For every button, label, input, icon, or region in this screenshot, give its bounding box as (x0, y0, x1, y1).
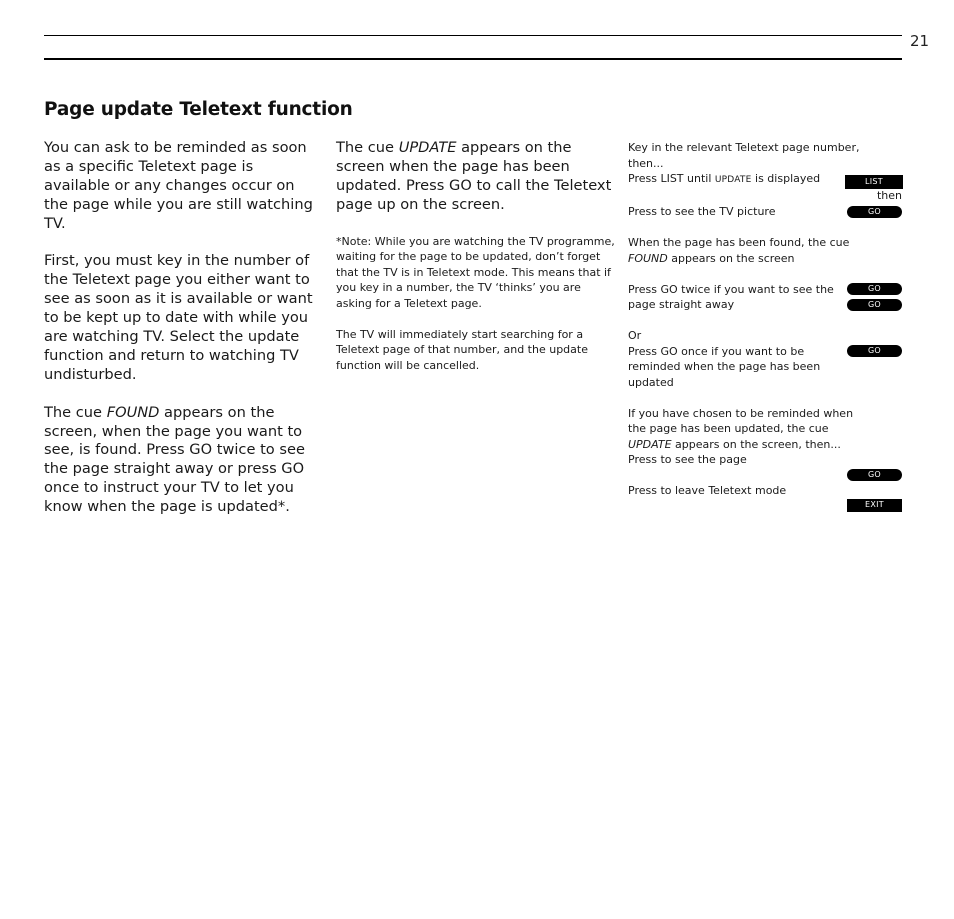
step-key-in: Key in the relevant Teletext page number, then... (628, 141, 860, 170)
found-paragraph: The cue FOUND appears on the screen, when the page you want to see, is found. Press GO twice to see the page straight away or press GO once to instruct your TV to let you know when the page is updated*. (44, 403, 305, 516)
step-found: When the page has been found, the cue FOUND appears on the screen (628, 236, 850, 265)
step-or: Or (628, 329, 642, 342)
go-key-icon: GO (847, 206, 902, 218)
steps-column (628, 140, 860, 499)
page-number: 21 (910, 32, 930, 50)
update-cue: UPDATE (398, 139, 457, 156)
update-column (336, 139, 616, 389)
instructions-paragraph: First, you must key in the number of the Teletext page you either want to see as soon as it is available or want to be kept up to date with while you are watching TV. Select the update function and return to watching TV undisturbed. (44, 252, 313, 383)
found-cue: FOUND (106, 403, 160, 421)
step-see-page: Press to see the page (628, 453, 747, 466)
step-reminded: If you have chosen to be reminded when the page has been updated, the cue UPDATE appears on the screen, then... (628, 406, 854, 451)
header-rule (44, 58, 902, 60)
go-key-icon: GO (847, 469, 902, 481)
then-label: then (876, 189, 902, 202)
intro-column (44, 139, 319, 536)
note-paragraph: *Note: While you are watching the TV programme, waiting for the page to be updated, don’t forget that the TV is in Teletext mode. This means that if you key in a number, the TV ‘thinks’ you are asking for a Teletext page. (336, 234, 615, 310)
exit-key-icon: EXIT (847, 499, 902, 512)
go-key-icon: GO (847, 299, 902, 311)
intro-paragraph: You can ask to be reminded as soon as a specific Teletext page is available or any changes occur on the page while you are still watching TV. (44, 139, 313, 232)
go-key-icon: GO (847, 345, 902, 357)
step-leave: Press to leave Teletext mode (628, 484, 787, 497)
list-key-icon: LIST (845, 175, 903, 189)
update-paragraph: The cue UPDATE appears on the screen when the page has been updated. Press GO to call the Teletext page up on the screen. (336, 139, 612, 213)
search-paragraph: The TV will immediately start searching for a Teletext page of that number, and the update function will be cancelled. (336, 327, 588, 372)
top-rule (44, 35, 902, 36)
step-see-tv: Press to see the TV picture (628, 205, 776, 218)
page-title: Page update Teletext function (44, 99, 353, 120)
step-go-once: Press GO once if you want to be reminded when the page has been updated (628, 344, 821, 389)
step-go-twice: Press GO twice if you want to see the page straight away (628, 282, 834, 311)
step-press-list: Press LIST until UPDATE is displayed (628, 172, 821, 185)
go-key-icon: GO (847, 283, 902, 295)
